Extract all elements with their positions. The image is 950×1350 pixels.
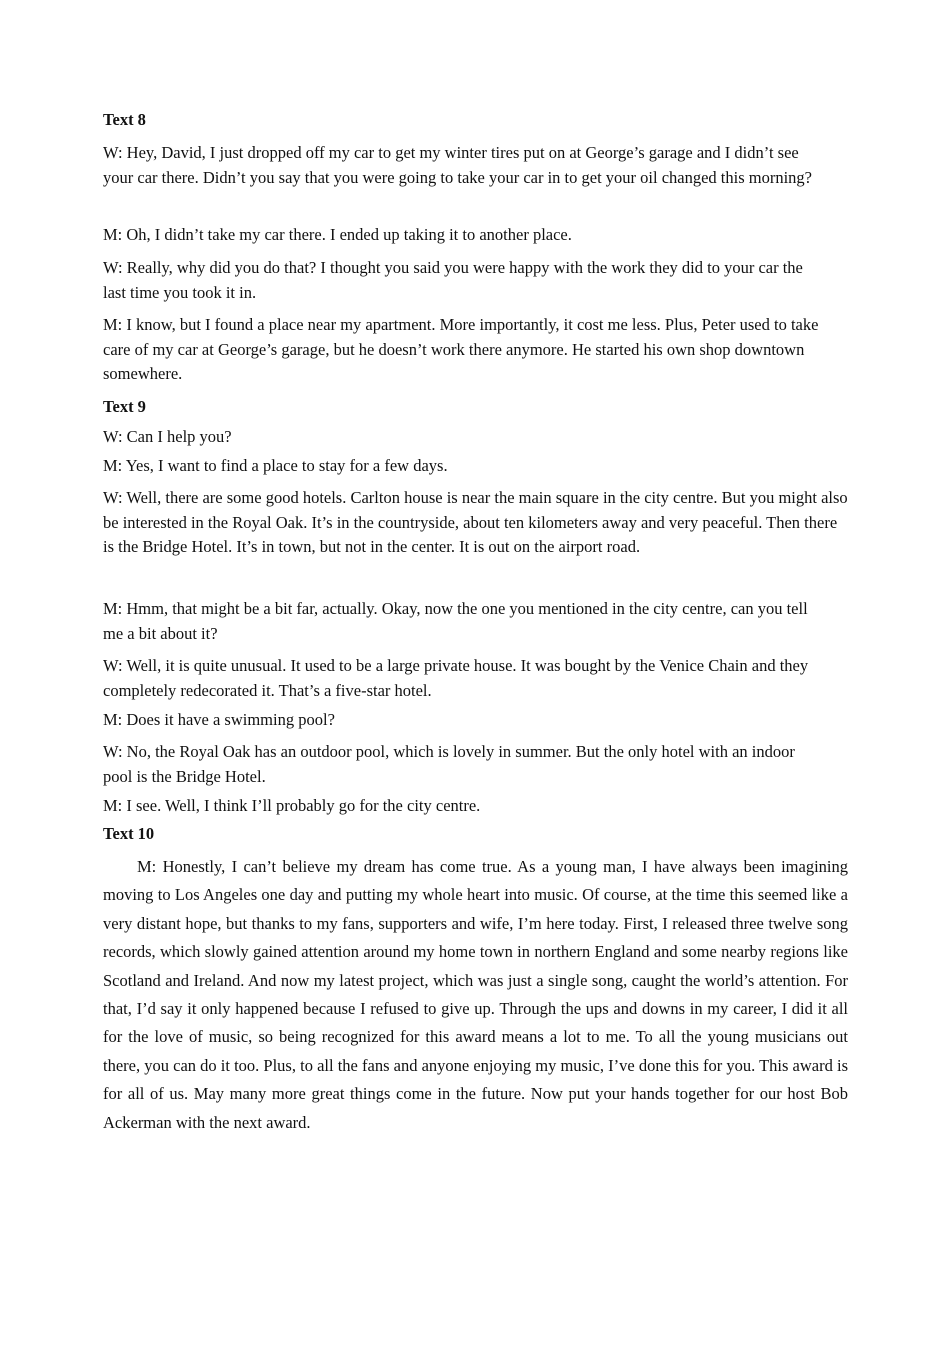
text8-heading: Text 8: [103, 110, 146, 129]
text9-line-5: W: Well, it is quite unusual. It used to be a large private house. It was bought by the Venice Chain and they completely redecorated it. That’s a five-star hotel.: [103, 656, 809, 700]
text9-line-7: W: No, the Royal Oak has an outdoor pool, which is lovely in summer. But the only hotel with an indoor pool is the Bridge Hotel.: [103, 742, 795, 786]
text9-line-8: M: I see. Well, I think I’ll probably go for the city centre.: [103, 796, 481, 815]
text8-line-1: W: Hey, David, I just dropped off my car to get my winter tires put on at George’s garage and I didn’t see your car there. Didn’t you say that you were going to take your car in to get your oil changed this morning?: [103, 143, 813, 187]
text10-heading: Text 10: [103, 824, 155, 843]
text9-line-3: W: Well, there are some good hotels. Carlton house is near the main square in the city centre. But you might also be interested in the Royal Oak. It’s in the countryside, about ten kilometers away and very peaceful. Then there is the Bridge Hotel. It’s in town, but not in the center. It is out on the airport road.: [103, 488, 848, 556]
text10-monologue: M: Honestly, I can’t believe my dream has come true. As a young man, I have always been imagining moving to Los Angeles one day and putting my whole heart into music. Of course, at the time this seemed like a very distant hope, but thanks to my fans, supporters and wife, I’m here today. First, I released three twelve song records, which slowly gained attention around my home town in northern England and some nearby regions like Scotland and Ireland. And now my latest project, which was just a single song, caught the world’s attention. For that, I’d say it only happened because I refused to give up. Through the ups and downs in my career, I did it all for the love of music, so being recognized for this award means a lot to me. To all the young musicians out there, you can do it too. Plus, to all the fans and anyone enjoying my music, I’ve done this for you. This award is for all of us. May many more great things come in the future. Now put your hands together for our host Bob Ackerman with the next award.: [103, 857, 848, 1132]
text8-line-4: M: I know, but I found a place near my apartment. More importantly, it cost me less. Plus, Peter used to take care of my car at George’s garage, but he doesn’t work there anymore. He started his own shop downtown somewhere.: [103, 315, 819, 383]
text9-line-4: M: Hmm, that might be a bit far, actually. Okay, now the one you mentioned in the city centre, can you tell me a bit about it?: [103, 599, 808, 643]
text9-line-2: M: Yes, I want to find a place to stay for a few days.: [103, 456, 448, 475]
text9-line-6: M: Does it have a swimming pool?: [103, 710, 335, 729]
text8-line-3: W: Really, why did you do that? I thought you said you were happy with the work they did to your car the last time you took it in.: [103, 258, 803, 302]
text9-line-1: W: Can I help you?: [103, 427, 232, 446]
text8-line-2: M: Oh, I didn’t take my car there. I ended up taking it to another place.: [103, 225, 572, 244]
text9-heading: Text 9: [103, 397, 146, 416]
